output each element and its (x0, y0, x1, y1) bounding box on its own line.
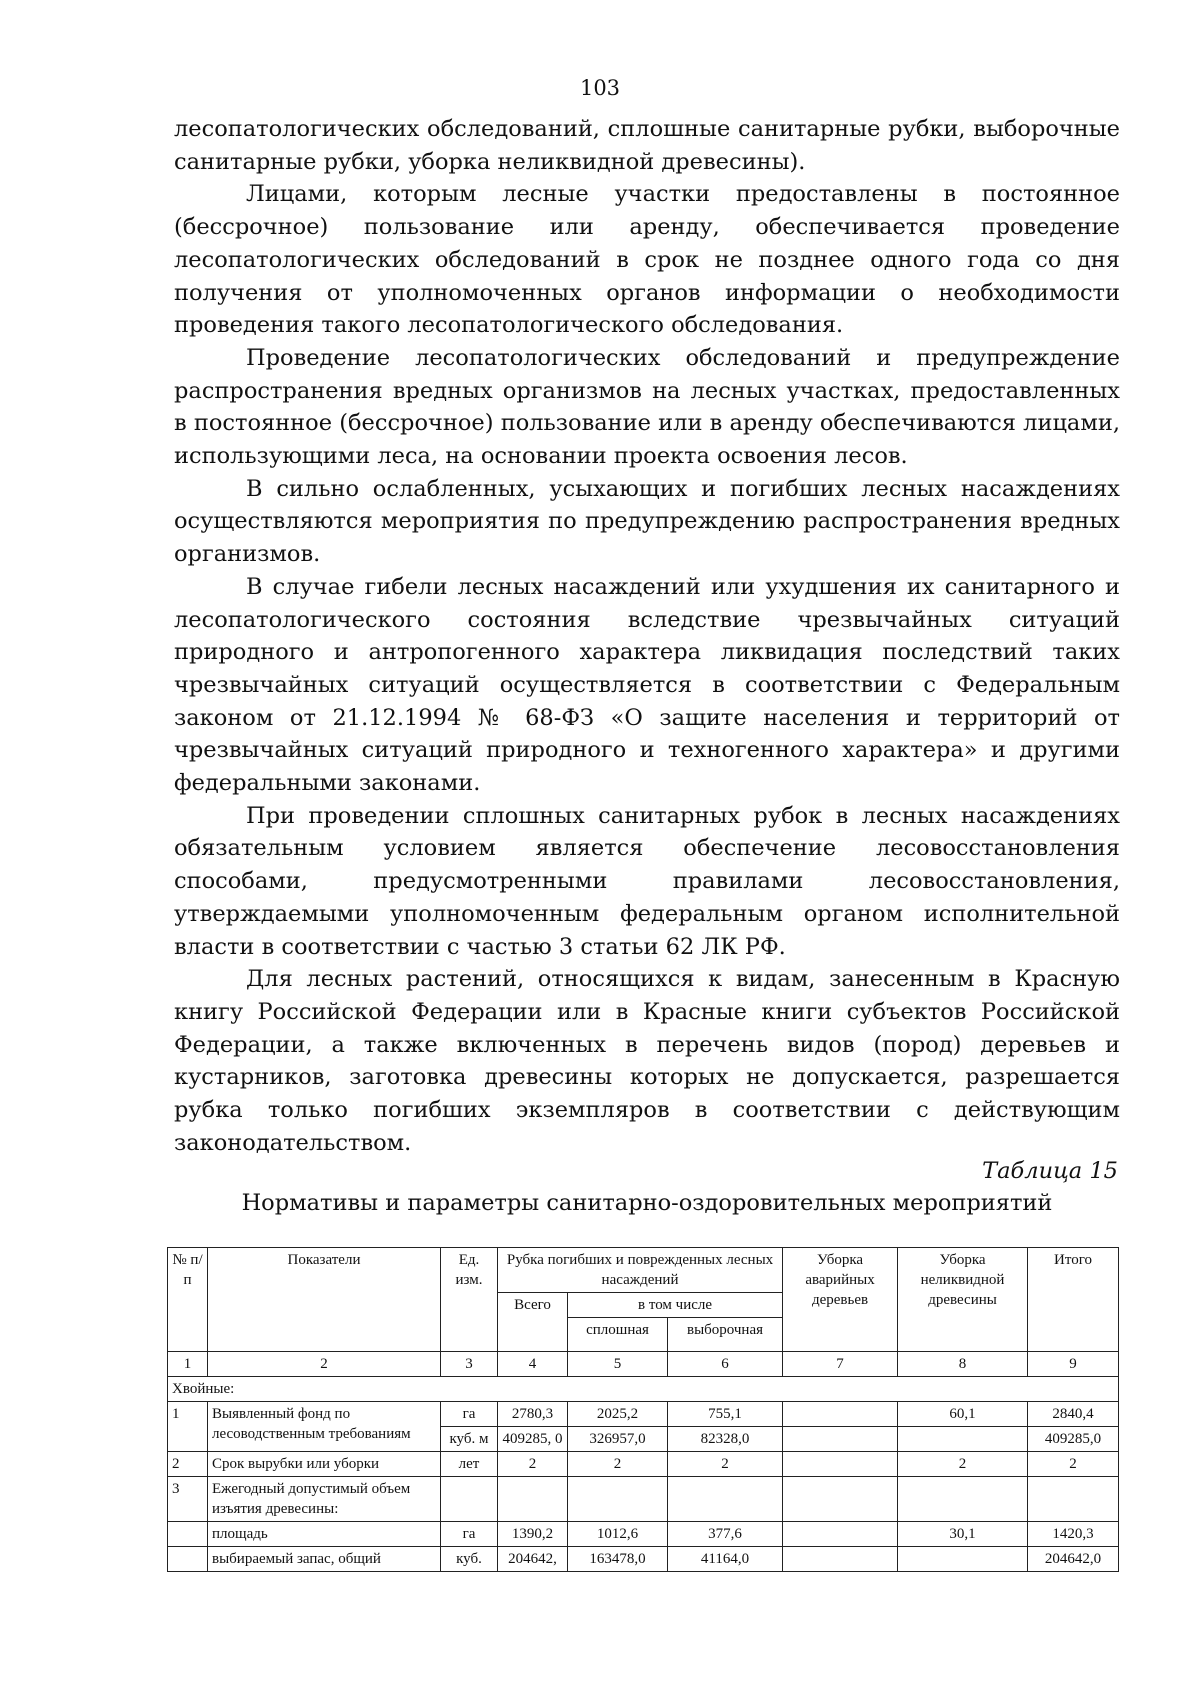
cell-sum: 1420,3 (1028, 1522, 1119, 1547)
cell-sum: 2840,4 (1028, 1402, 1119, 1427)
paragraph: Лицами, которым лесные участки предоставлены в постоянное (бессрочное) пользование или аренду, обеспечивается проведение лесопатологических обследований в срок не позднее одного года со дня получения от уполномоченных органов информации о необходимости проведения такого лесопатологического обследования. (174, 181, 1120, 339)
header-clear: сплошная (568, 1318, 668, 1352)
col-number: 5 (568, 1352, 668, 1377)
header-row (168, 1248, 1119, 1293)
col-number: 9 (1028, 1352, 1119, 1377)
col-number: 6 (668, 1352, 783, 1377)
header-total: Всего (498, 1293, 568, 1352)
header-emergency: Уборка аварийных деревьев (783, 1248, 898, 1352)
cell-emergency (783, 1402, 898, 1427)
paragraph: При проведении сплошных санитарных рубок в лесных насаждениях обязательным условием является обеспечение лесовосстановления способами, предусмотренными правилами лесовосстановления, утверждаемыми уполномоченным федеральным органом исполнительной власти в соответствии с частью 3 статьи 62 ЛК РФ. (174, 802, 1120, 960)
cell-illiquid: 60,1 (898, 1402, 1028, 1427)
cell-selective: 41164,0 (668, 1547, 783, 1572)
col-number: 3 (441, 1352, 498, 1377)
row-num: 1 (168, 1402, 208, 1452)
body-text (174, 113, 1120, 1160)
row-indicator: Срок вырубки или уборки (208, 1452, 441, 1477)
cell-sum: 204642,0 (1028, 1547, 1119, 1572)
cell-emergency (783, 1547, 898, 1572)
row-num (168, 1547, 208, 1572)
cell-sum: 2 (1028, 1452, 1119, 1477)
cell-emergency (783, 1522, 898, 1547)
row-unit: га (441, 1522, 498, 1547)
cell-clear: 163478,0 (568, 1547, 668, 1572)
row-num (168, 1522, 208, 1547)
row-unit: лет (441, 1452, 498, 1477)
header-indicator: Показатели (208, 1248, 441, 1352)
header-sum: Итого (1028, 1248, 1119, 1352)
row-indicator: площадь (208, 1522, 441, 1547)
header-unit: Ед. изм. (441, 1248, 498, 1352)
cell-total: 2780,3 (498, 1402, 568, 1427)
table-row (168, 1402, 1119, 1427)
cell-emergency (783, 1452, 898, 1477)
cell-clear: 1012,6 (568, 1522, 668, 1547)
cell-selective: 82328,0 (668, 1427, 783, 1452)
cell-sum: 409285,0 (1028, 1427, 1119, 1452)
paragraph: Проведение лесопатологических обследований и предупреждение распространения вредных организмов на лесных участках, предоставленных в постоянное (бессрочное) пользование или в аренду обеспечиваются лицами, использующими леса, на основании проекта освоения лесов. (174, 344, 1120, 470)
header-illiquid: Уборка неликвидной древесины (898, 1248, 1028, 1352)
header-including: в том числе (568, 1293, 783, 1318)
col-number: 7 (783, 1352, 898, 1377)
cell-illiquid (898, 1427, 1028, 1452)
cell-illiquid: 30,1 (898, 1522, 1028, 1547)
norms-table (167, 1247, 1119, 1572)
cell-total (498, 1477, 568, 1522)
paragraph: В сильно ослабленных, усыхающих и погибших лесных насаждениях осуществляются мероприятия по предупреждению распространения вредных организмов. (174, 475, 1120, 568)
column-numbers-row (168, 1352, 1119, 1377)
row-indicator: Выявленный фонд по лесоводственным требованиям (208, 1402, 441, 1452)
cell-total: 204642, (498, 1547, 568, 1572)
row-indicator: выбираемый запас, общий (208, 1547, 441, 1572)
row-unit: га (441, 1402, 498, 1427)
section-label: Хвойные: (168, 1377, 1119, 1402)
header-felling: Рубка погибших и поврежденных лесных насаждений (498, 1248, 783, 1293)
cell-selective (668, 1477, 783, 1522)
paragraph: лесопатологических обследований, сплошные санитарные рубки, выборочные санитарные рубки, уборка неликвидной древесины). (174, 116, 1120, 175)
row-unit (441, 1477, 498, 1522)
paragraph: В случае гибели лесных насаждений или ухудшения их санитарного и лесопатологического состояния вследствие чрезвычайных ситуаций природного и антропогенного характера ликвидация последствий таких чрезвычайных ситуаций осуществляется в соответствии с Федеральным законом от 21.12.1994 № 68-ФЗ «О защите населения и территорий от чрезвычайных ситуаций природного и техногенного характера» и другими федеральными законами. (174, 573, 1120, 797)
table-title: Нормативы и параметры санитарно-оздоровительных мероприятий (241, 1190, 1053, 1216)
cell-total: 2 (498, 1452, 568, 1477)
page-number: 103 (579, 76, 621, 100)
cell-sum (1028, 1477, 1119, 1522)
cell-selective: 377,6 (668, 1522, 783, 1547)
header-selective: выборочная (668, 1318, 783, 1352)
cell-clear: 326957,0 (568, 1427, 668, 1452)
section-row (168, 1377, 1119, 1402)
cell-emergency (783, 1427, 898, 1452)
col-number: 4 (498, 1352, 568, 1377)
cell-illiquid: 2 (898, 1452, 1028, 1477)
cell-illiquid (898, 1477, 1028, 1522)
col-number: 8 (898, 1352, 1028, 1377)
header-num: № п/п (168, 1248, 208, 1352)
table-row (168, 1522, 1119, 1547)
table-row (168, 1452, 1119, 1477)
row-unit: куб. (441, 1547, 498, 1572)
cell-clear: 2 (568, 1452, 668, 1477)
table-row (168, 1477, 1119, 1522)
row-indicator: Ежегодный допустимый объем изъятия древесины: (208, 1477, 441, 1522)
cell-selective: 755,1 (668, 1402, 783, 1427)
row-num: 2 (168, 1452, 208, 1477)
col-number: 2 (208, 1352, 441, 1377)
row-unit: куб. м (441, 1427, 498, 1452)
paragraph: Для лесных растений, относящихся к видам, занесенным в Красную книгу Российской Федерации или в Красные книги субъектов Российской Федерации, а также включенных в перечень видов (пород) деревьев и кустарников, заготовка древесины которых не допускается, разрешается рубка только погибших экземпляров в соответствии с действующим законодательством. (174, 966, 1120, 1156)
cell-total: 1390,2 (498, 1522, 568, 1547)
table-row (168, 1547, 1119, 1572)
cell-clear: 2025,2 (568, 1402, 668, 1427)
cell-clear (568, 1477, 668, 1522)
cell-total: 409285, 0 (498, 1427, 568, 1452)
table-label: Таблица 15 (982, 1158, 1118, 1184)
cell-illiquid (898, 1547, 1028, 1572)
cell-selective: 2 (668, 1452, 783, 1477)
col-number: 1 (168, 1352, 208, 1377)
row-num: 3 (168, 1477, 208, 1522)
cell-emergency (783, 1477, 898, 1522)
